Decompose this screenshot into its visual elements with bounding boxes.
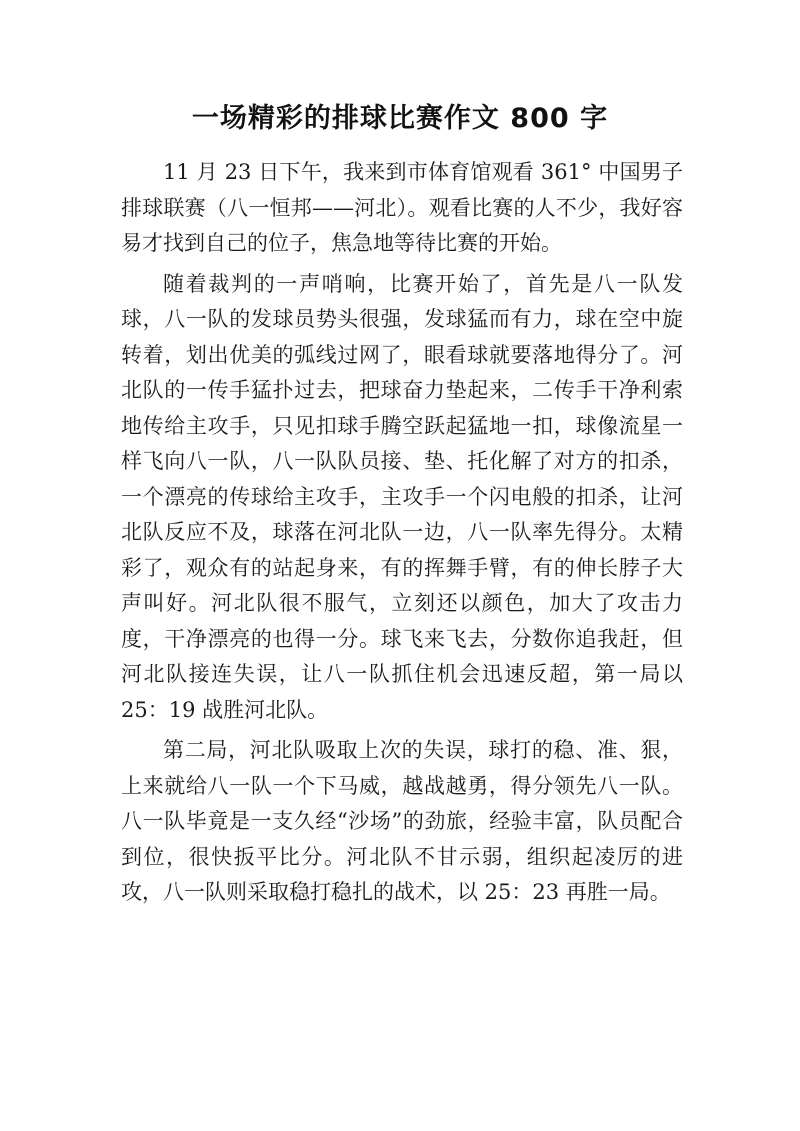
document-body — [121, 155, 683, 916]
paragraph-2: 随着裁判的一声哨响，比赛开始了，首先是八一队发球，八一队的发球员势头很强，发球猛而有力，球在空中旋转着，划出优美的弧线过网了，眼看球就要落地得分了。河北队的一传手猛扑过去，把球奋力垫起来，二传手干净利索地传给主攻手，只见扣球手腾空跃起猛地一扣，球像流星一样飞向八一队，八一队队员接、垫、托化解了对方的扣杀，一个漂亮的传球给主攻手，主攻手一个闪电般的扣杀，让河北队反应不及，球落在河北队一边，八一队率先得分。太精彩了，观众有的站起身来，有的挥舞手臂，有的伸长脖子大声叫好。河北队很不服气，立刻还以颜色，加大了攻击力度，干净漂亮的也得一分。球飞来飞去，分数你追我赶，但河北队接连失误，让八一队抓住机会迅速反超，第一局以 25：19 战胜河北队。 — [121, 271, 683, 722]
document-title: 一场精彩的排球比赛作文 800 字 — [191, 103, 609, 134]
paragraph-3: 第二局，河北队吸取上次的失误，球打的稳、准、狠，上来就给八一队一个下马威，越战越勇，得分领先八一队。八一队毕竟是一支久经“沙场”的劲旅，经验丰富，队员配合到位，很快扳平比分。河北队不甘示弱，组织起凌厉的进攻，八一队则采取稳打稳扎的战术，以 25：23 再胜一局。 — [121, 738, 683, 904]
paragraph-1: 11 月 23 日下午，我来到市体育馆观看 361° 中国男子排球联赛（八一恒邦——河北）。观看比赛的人不少，我好容易才找到自己的位子，焦急地等待比赛的开始。 — [121, 160, 683, 255]
